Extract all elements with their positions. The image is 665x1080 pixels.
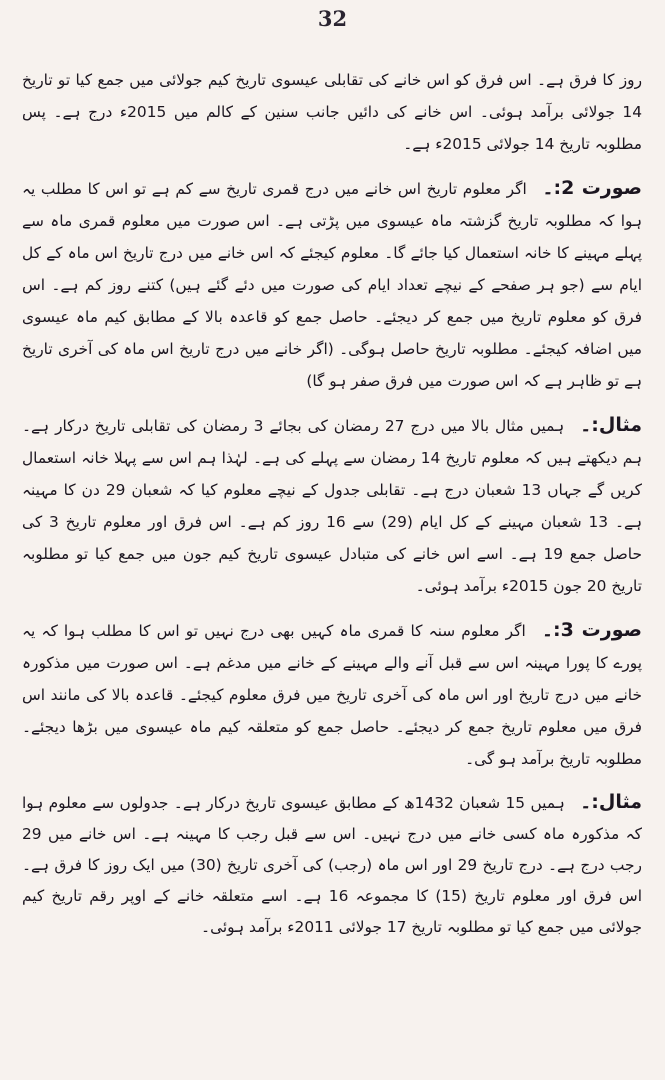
paragraph-case-3 bbox=[22, 614, 642, 775]
page-number: 32 bbox=[317, 6, 348, 31]
example-heading: مثال:۔ bbox=[580, 791, 642, 813]
case-3-heading: صورت 3:۔ bbox=[541, 619, 642, 641]
example-heading: مثال:۔ bbox=[580, 414, 642, 436]
paragraph-example-1 bbox=[22, 409, 642, 602]
paragraph-text: روز کا فرق ہے۔ اس فرق کو اس خانے کی تقابلی عیسوی تاریخ کیم جولائی میں جمع کیا تو تاریخ 14 جولائی برآمد ہوئی۔ اس خانے کی دائیں جانب سنین کے کالم میں 2015ء درج ہے۔ پس مطلوبہ تاریخ 14 جولائی 2015ء ہے۔ bbox=[22, 71, 642, 153]
paragraph-text: ہمیں مثال بالا میں درج 27 رمضان کی بجائے 3 رمضان کی تقابلی تاریخ درکار ہے۔ ہم دیکھتے ہیں کہ معلوم تاریخ 14 رمضان سے پہلے کی ہے۔ لہٰذا ہم اس سے پہلا خانہ استعمال کریں گے جہاں 13 شعبان درج ہے۔ تقابلی جدول کے نیچے معلوم کیا کہ شعبان 29 دن کا مہینہ ہے۔ 13 شعبان مہینے کے کل ایام (29) سے 16 روز کم ہے۔ اس فرق اور معلوم تاریخ 3 کی حاصل جمع 19 ہے۔ اسے اس خانے کی متبادل عیسوی تاریخ کیم جون میں جمع کیا تو مطلوبہ تاریخ 20 جون 2015ء برآمد ہوئی۔ bbox=[22, 417, 642, 595]
paragraph-text: اگر معلوم تاریخ اس خانے میں درج قمری تاریخ سے کم ہے تو اس کا مطلب یہ ہوا کہ مطلوبہ تاریخ گزشتہ ماہ عیسوی میں پڑتی ہے۔ اس صورت میں معلوم قمری ماہ سے پہلے مہینے کا خانہ استعمال کیا جائے گا۔ معلوم کیجئے کہ اس خانے میں درج تاریخ اس ماہ کے کل ایام سے (جو ہر صفحے کے نیچے تعداد ایام کی صورت میں دئے گئے ہیں) کتنے روز کم ہے۔ اس فرق کو معلوم تاریخ میں جمع کر دیجئے۔ حاصل جمع کو قاعدہ بالا کے مطابق کیم ماہ عیسوی میں اضافہ کیجئے۔ مطلوبہ تاریخ حاصل ہوگی۔ (اگر خانے میں درج تاریخ اس ماہ کی آخری تاریخ ہے تو ظاہر ہے کہ اس صورت میں فرق صفر ہو گا) bbox=[22, 180, 642, 390]
paragraph-text: اگر معلوم سنہ کا قمری ماہ کہیں بھی درج نہیں تو اس کا مطلب ہوا کہ یہ پورے کا پورا مہینہ اس سے قبل آنے والے مہینے کے خانے میں مدغم ہے۔ اس صورت میں مذکورہ خانے میں درج تاریخ اور اس ماہ کی آخری تاریخ میں فرق معلوم کیجئے۔ قاعدہ بالا کی مانند اس فرق میں معلوم تاریخ جمع کر دیجئے۔ حاصل جمع کو متعلقہ کیم ماہ عیسوی میں بڑھا دیجئے۔ مطلوبہ تاریخ برآمد ہو گی۔ bbox=[22, 622, 642, 768]
page-body bbox=[22, 64, 642, 955]
paragraph-case-2 bbox=[22, 172, 642, 397]
case-2-heading: صورت 2:۔ bbox=[542, 177, 642, 199]
paragraph-text: ہمیں 15 شعبان 1432ھ کے مطابق عیسوی تاریخ درکار ہے۔ جدولوں سے معلوم ہوا کہ مذکورہ ماہ کسی خانے میں درج نہیں۔ اس سے قبل رجب کا مہینہ ہے۔ اس خانے میں 29 رجب درج ہے۔ درج تاریخ 29 اور اس ماہ (رجب) کی آخری تاریخ (30) میں ایک روز کا فرق ہے۔ اس فرق اور معلوم تاریخ (15) کا مجموعہ 16 ہے۔ اسے متعلقہ خانے کے اوپر رقم تاریخ کیم جولائی میں جمع کیا تو مطلوبہ تاریخ 17 جولائی 2011ء برآمد ہوئی۔ bbox=[22, 794, 642, 936]
paragraph-example-2 bbox=[22, 787, 642, 943]
paragraph-intro bbox=[22, 64, 642, 160]
